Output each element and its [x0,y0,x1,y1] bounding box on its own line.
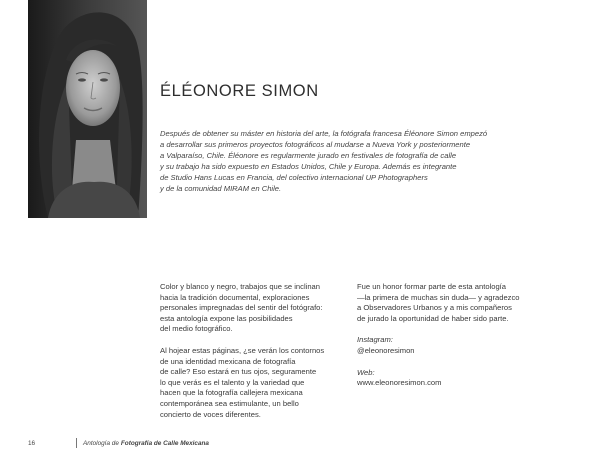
body-line: de calle? Eso estará en tus ojos, seguramente [160,367,317,377]
footer-title-prefix: Antología de [83,439,119,447]
body-line: Color y blanco y negro, trabajos que se inclinan [160,282,320,291]
body-line: hacen que la fotografía callejera mexicana [160,388,303,398]
body-line: esta antología expone las posibilidades [160,313,293,323]
body-line: Fue un honor formar parte de esta antología [357,282,507,291]
page-footer [28,438,209,448]
bio-line: Después de obtener su máster en historia del arte, la fotógrafa francesa Éléonore Simon empezó [160,129,488,138]
bio-line: a desarrollar sus primeros proyectos fotográficos al mudarse a Nueva York y posteriormente [160,140,471,149]
instagram-label: Instagram: [357,335,393,345]
footer-divider [76,438,77,448]
body-line: del medio fotográfico. [160,324,233,334]
author-name: ÉLÉONORE SIMON [160,82,319,100]
body-line: hacia la tradición documental, exploraciones [160,292,310,302]
body-line: —la primera de muchas sin duda— y agradezco [357,292,520,302]
body-line: de una identidad mexicana de fotografía [160,356,296,366]
body-line: Al hojear estas páginas, ¿se verán los contornos [160,345,325,355]
text-column-right [357,282,567,389]
bio-line: a Valparaíso, Chile. Éléonore es regularmente jurado en festivales de fotografía de calle [160,151,457,160]
body-line: contemporánea sea estimulante, un bello [160,398,299,408]
page-number: 16 [28,439,36,447]
web-label: Web: [357,367,375,377]
instagram-handle[interactable]: @eleonoresimon [357,345,415,355]
body-line: de jurado la oportunidad de haber sido parte. [357,313,509,323]
body-line: lo que verás es el talento y la variedad que [160,377,305,387]
author-portrait [28,0,147,218]
footer-title-bold: Fotografía de Calle Mexicana [120,439,209,447]
bio-line: y de la comunidad MIRAM en Chile. [160,184,282,193]
body-line: a Observadores Urbanos y a mis compañeros [357,303,512,313]
website-link[interactable]: www.eleonoresimon.com [357,378,442,388]
bio-line: de Studio Hans Lucas en Francia, del colectivo internacional UP Photographers [160,173,428,182]
text-column-left [160,282,355,420]
bio-line: y su trabajo ha sido expuesto en Estados Unidos, Chile y Europa. Además es integrante [160,162,457,171]
body-line: concierto de voces diferentes. [160,409,261,419]
body-line: personales impregnadas del sentir del fotógrafo: [160,303,323,313]
author-bio [160,128,560,194]
